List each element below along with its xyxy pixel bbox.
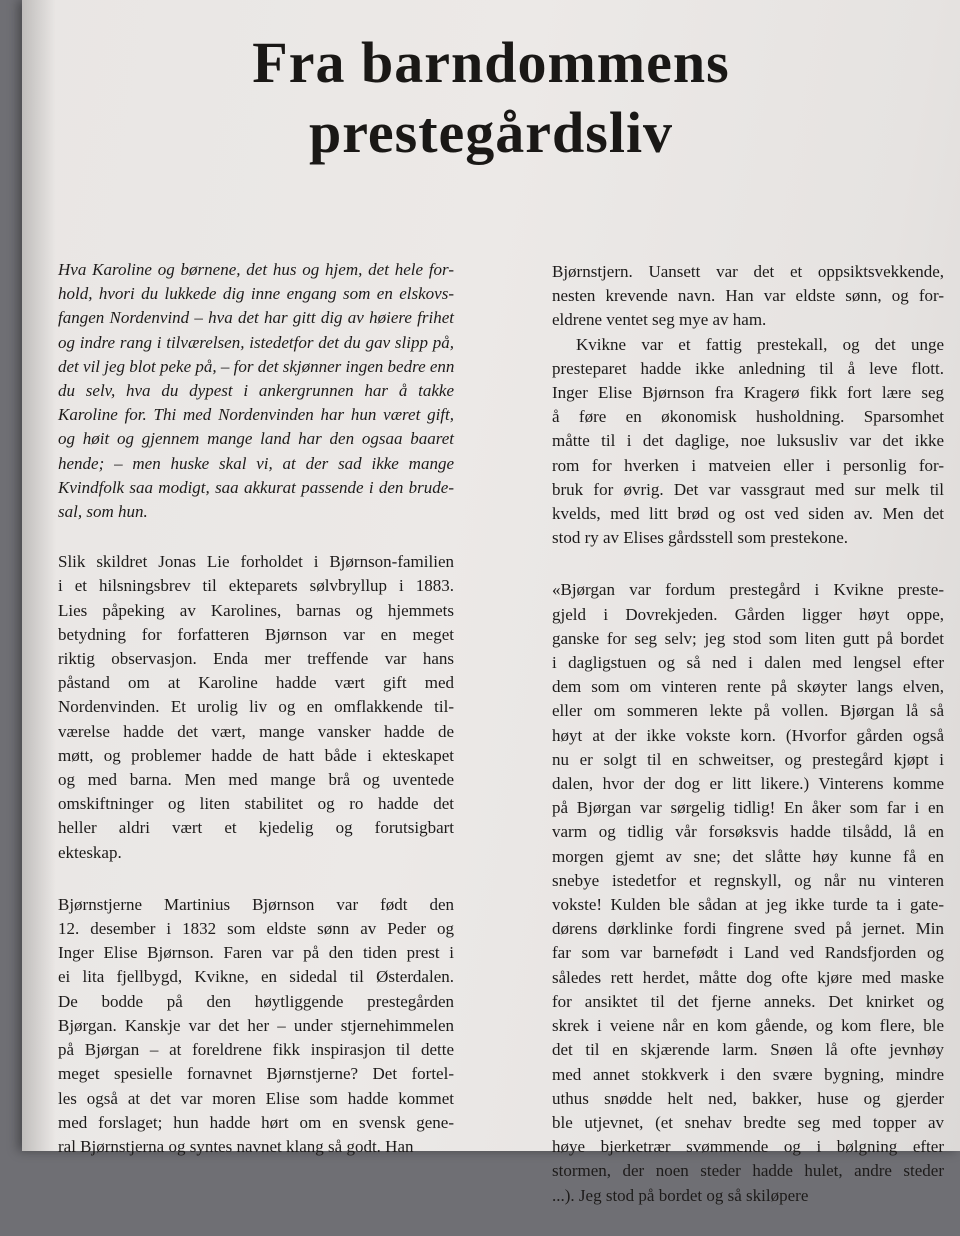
- book-page: [22, 0, 960, 1205]
- text-line: Kvindfolk saa modigt, saa akkurat passende i den brude-: [58, 477, 454, 497]
- text-line: Slik skildret Jonas Lie forholdet i Bjørnson-familien: [58, 552, 454, 572]
- text-line: meget spesielle fornavnet Bjørnstjerne? Det fortel-: [58, 1064, 454, 1084]
- page-spine-shadow: [22, 0, 56, 1151]
- text-line: presteparet hadde ikke anledning til å leve flott.: [552, 358, 944, 378]
- text-line: Inger Elise Bjørnson fra Kragerø fikk fort lære seg: [552, 383, 944, 403]
- chapter-title-line-2: prestegårdsliv: [308, 100, 674, 165]
- text-line: nesten krevende navn. Han var eldste sønn, og for-: [552, 286, 944, 306]
- paragraph: [58, 893, 454, 1159]
- text-line: ganske for seg selv; jeg stod som liten gutt på bordet: [552, 628, 944, 648]
- memoir-quote: [552, 578, 944, 1207]
- text-line: stod ry av Elises gårdsstell som prestekone.: [552, 528, 849, 548]
- paragraph: [58, 550, 454, 865]
- text-line: du selv, hva du dypest i ankergrunnen har å takke: [58, 381, 454, 401]
- text-line: vokste! Kulden ble sådan at jeg ikke turde ta i gate-: [552, 895, 944, 915]
- text-line: stormen, der noen steder hadde hulet, andre steder: [552, 1161, 944, 1181]
- text-line: De bodde på den høytliggende prestegården: [58, 991, 454, 1011]
- left-column: [58, 258, 454, 1187]
- text-line: varm og tidlig vår forsøksvis hadde tilsådd, lå en: [552, 822, 944, 842]
- text-line: Inger Elise Bjørnson. Faren var på den tiden prest i: [58, 943, 454, 963]
- text-line: i dagligstuen og så ned i dalen med lengsel efter: [552, 653, 944, 673]
- text-line: høyt at der ikke vokste korn. (Hvorfor gården også: [552, 725, 944, 745]
- text-line: hold, hvori du lukkede dig inne engang som en elskovs-: [58, 284, 454, 304]
- text-line: gjeld i Dovrekjeden. Gården ligger høyt oppe,: [552, 604, 944, 624]
- text-line: riktig observasjon. Enda mer treffende var hans: [58, 649, 454, 669]
- text-line: på Bjørgan var sørgelig tidlig! En åker som far i en: [552, 798, 944, 818]
- text-line: les også at det var moren Elise som hadde kommet: [58, 1088, 454, 1108]
- text-line: dørens dørklinke fordi fingrene sved på jernet. Min: [552, 919, 944, 939]
- text-line: Bjørnstjerne Martinius Bjørnson var født den: [58, 894, 454, 914]
- epigraph-quote: [58, 258, 454, 524]
- text-line: ei lita fjellbygd, Kvikne, en sidedal til Østerdalen.: [58, 967, 454, 987]
- text-line: uthus snødde helt ned, bakker, huse og gjerder: [552, 1088, 944, 1108]
- text-line: Lies påpeking av Karolines, barnas og hjemmets: [58, 600, 454, 620]
- text-line: ral Bjørnstjerna og syntes navnet klang så godt. Han: [58, 1136, 414, 1156]
- chapter-title: [22, 28, 960, 168]
- text-line: rom for hverken i matveien eller i personlig for-: [552, 455, 944, 475]
- text-line: ble utjevnet, (et snehav bredte seg med topper av: [552, 1112, 944, 1132]
- text-line: sal, som hun.: [58, 502, 148, 522]
- text-line: eller om sommeren lekte på vollen. Bjørgan lå så: [552, 701, 944, 721]
- text-line: heller aldri vært et kjedelig og forutsigbart: [58, 818, 454, 838]
- text-line: omskiftninger og liten stabilitet og ro hadde det: [58, 794, 454, 814]
- paragraph: [552, 333, 944, 551]
- text-line: Hva Karoline og børnene, det hus og hjem, det hele for-: [58, 260, 454, 279]
- text-line: således rett herdet, måtte dog ofte kjøre med maske: [552, 967, 944, 987]
- chapter-title-line-1: Fra barndommens: [252, 30, 730, 95]
- text-line: dalen, hvor der dog er litt likere.) Vinterens komme: [552, 774, 944, 794]
- text-line: Kvikne var et fattig prestekall, og det unge: [576, 334, 944, 354]
- text-line: på Bjørgan – at foreldrene fikk inspirasjon til dette: [58, 1040, 454, 1060]
- text-line: dem som om vinteren rente på skøyter langs elven,: [552, 677, 944, 697]
- text-line: ...). Jeg stod på bordet og så skiløpere: [552, 1185, 809, 1205]
- text-line: for ansiktet til det fjerne anneks. Det knirket og: [552, 991, 944, 1011]
- text-line: far som var barnefødt i Land ved Randsfjorden og: [552, 943, 944, 963]
- text-line: høye bjerketrær svømmende og i bølgning efter: [552, 1137, 944, 1157]
- text-line: påstand om at Karoline hadde vært gift med: [58, 673, 454, 693]
- text-line: værelse hadde det vært, mange vansker hadde de: [58, 721, 454, 741]
- right-column: [552, 260, 944, 1236]
- text-line: møtt, og problemer hadde de hatt både i ekteskapet: [58, 745, 454, 765]
- text-line: fangen Nordenvind – hva det har gitt dig av høiere frihet: [58, 308, 454, 328]
- text-line: og indre rang i tilværelsen, istedetfor det du gav slipp på,: [58, 332, 454, 352]
- text-line: i et hilsningsbrev til ekteparets sølvbryllup i 1883.: [58, 576, 454, 596]
- text-line: og med barna. Men med mange brå og uventede: [58, 770, 454, 790]
- text-line: Nordenvinden. Et urolig liv og en omflakkende til-: [58, 697, 454, 717]
- text-line: 12. desember i 1832 som eldste sønn av Peder og: [58, 919, 454, 939]
- text-line: hende; – men huske skal vi, at der sad ikke mange: [58, 453, 454, 473]
- text-line: det til en skjærende larm. Snøen lå ofte jevnhøy: [552, 1040, 944, 1060]
- text-line: Karoline for. Thi med Nordenvinden har hun været gift,: [58, 405, 454, 425]
- text-line: Bjørnstjern. Uansett var det et oppsiktsvekkende,: [552, 262, 944, 281]
- text-line: kvelds, med litt brød og ost ved siden av. Men det: [552, 504, 944, 524]
- text-line: det vil jeg blot peke på, – for det skjønner ingen bedre enn: [58, 356, 455, 376]
- text-line: betydning for forfatteren Bjørnson var en meget: [58, 624, 454, 644]
- text-line: Bjørgan. Kanskje var det her – under stjernehimmelen: [58, 1015, 454, 1035]
- text-line: snebye istedetfor et regnskyll, og når nu vinteren: [552, 870, 944, 890]
- text-line: å føre en økonomisk husholdning. Sparsomhet: [552, 407, 944, 427]
- text-line: skrek i veiene når en kom gående, og kom flere, ble: [552, 1016, 944, 1036]
- text-line: og høit og gjennem mange land har den ogsaa baaret: [58, 429, 454, 449]
- text-line: ekteskap.: [58, 842, 122, 862]
- text-line: morgen gjemt av sne; det slåtte høy kunne få en: [552, 846, 944, 866]
- text-line: med forslaget; hun hadde hørt om en svensk gene-: [58, 1112, 454, 1132]
- paragraph: [552, 260, 944, 333]
- text-line: nu er solgt til en schweitser, og prestegård kjøpt i: [552, 749, 944, 769]
- text-line: måtte til i det daglige, noe luksusliv var det ikke: [552, 431, 944, 451]
- text-line: «Bjørgan var fordum prestegård i Kvikne preste-: [552, 580, 944, 600]
- text-line: bruk for øvrig. Det var vassgraut med sur melk til: [552, 479, 944, 499]
- text-line: med annet stokkverk i den svære bygning, mindre: [552, 1064, 944, 1084]
- text-line: eldrene ventet seg mye av ham.: [552, 310, 767, 330]
